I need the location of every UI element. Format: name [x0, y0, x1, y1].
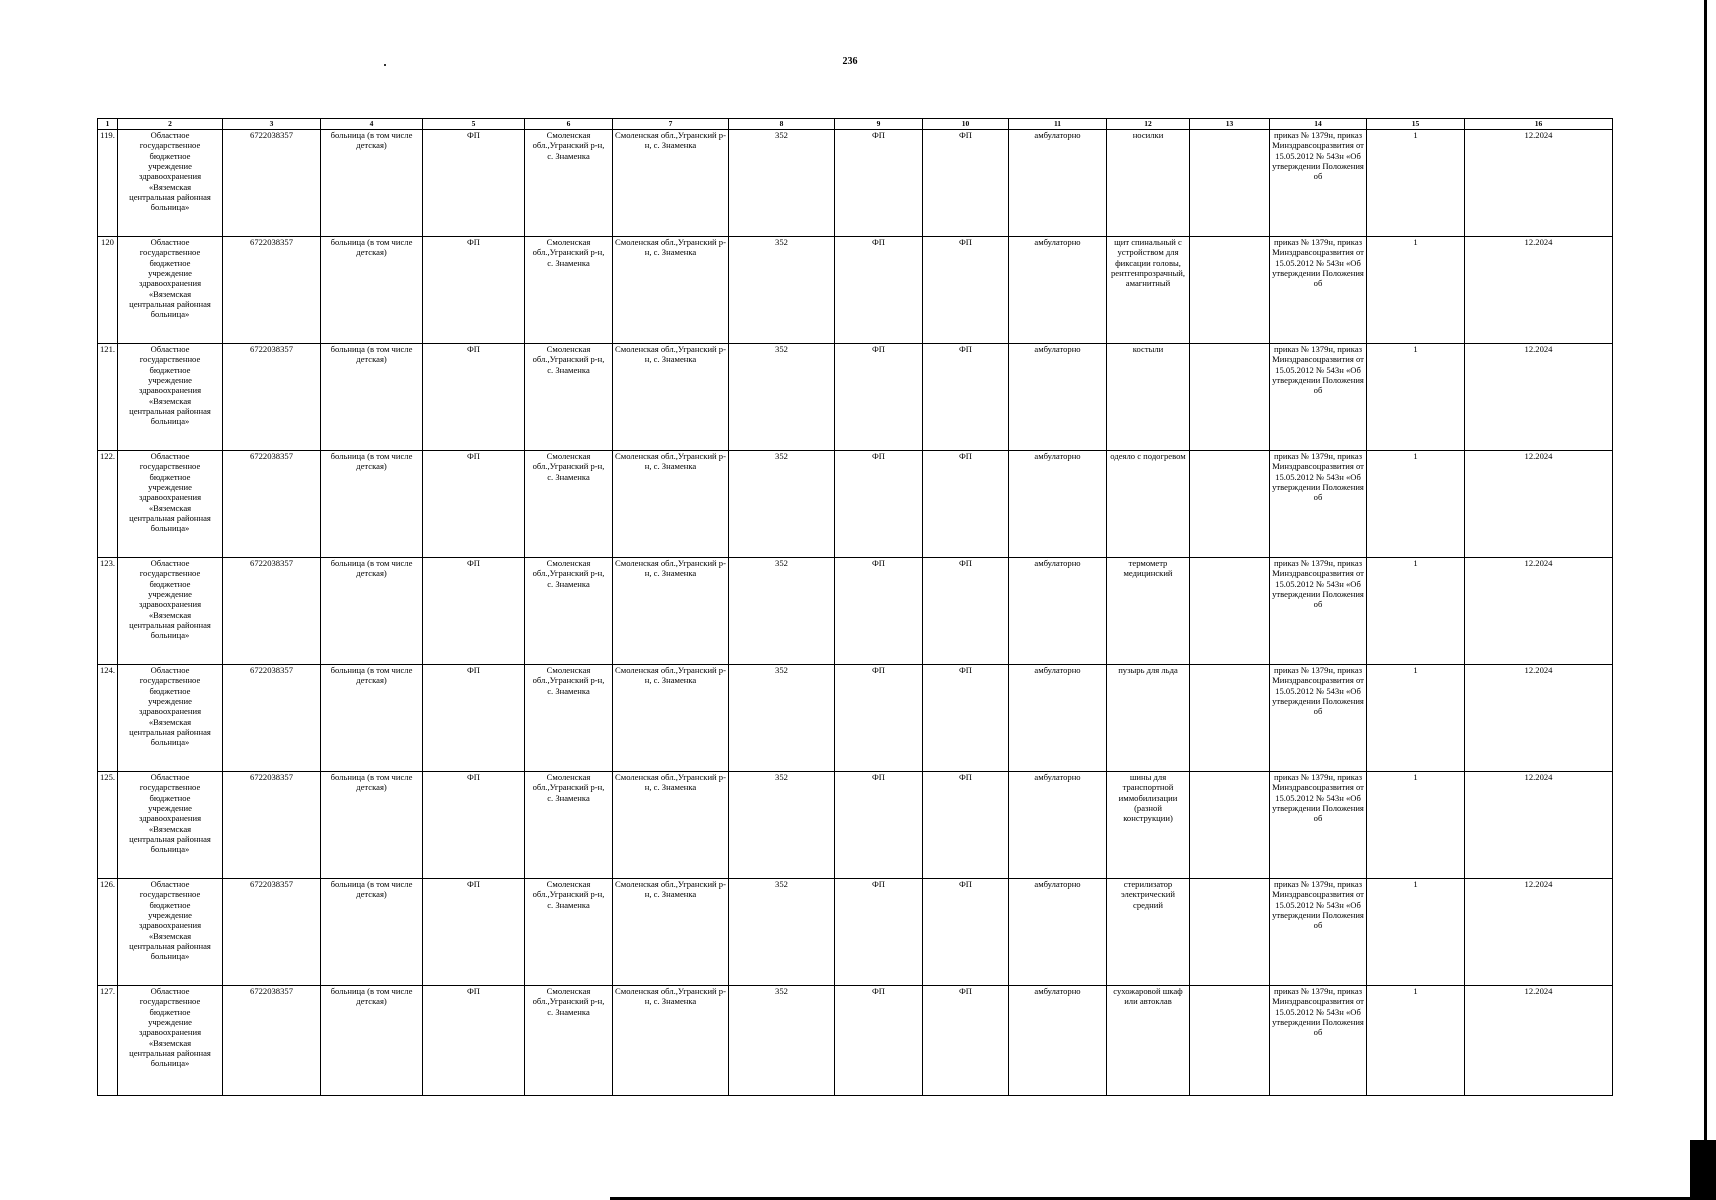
- column-header: 12: [1107, 119, 1190, 130]
- equipment-cell: термометр медицинский: [1107, 558, 1190, 665]
- organization-cell: Областное государственное бюджетное учреждение здравоохранения «Вяземская центральная районная больница»: [118, 772, 223, 879]
- empty-cell: [1190, 665, 1270, 772]
- unit-type-cell: ФП: [835, 665, 923, 772]
- quantity-cell: 1: [1367, 665, 1465, 772]
- quantity-cell: 1: [1367, 237, 1465, 344]
- location-cell: Смоленская обл.,Угранский р-н, с. Знаменка: [613, 665, 729, 772]
- unit-type-cell: ФП: [923, 879, 1009, 986]
- order-reference-cell: приказ № 1379н, приказ Минздравсоцразвития от 15.05.2012 № 543н «Об утверждении Положения об: [1270, 344, 1367, 451]
- order-reference-cell: приказ № 1379н, приказ Минздравсоцразвития от 15.05.2012 № 543н «Об утверждении Положения об: [1270, 986, 1367, 1096]
- address-cell: Смоленская обл.,Угранский р-н, с. Знаменка: [525, 665, 613, 772]
- inn-cell: 6722038357: [223, 558, 321, 665]
- order-reference-cell: приказ № 1379н, приказ Минздравсоцразвития от 15.05.2012 № 543н «Об утверждении Положения об: [1270, 237, 1367, 344]
- column-header: 10: [923, 119, 1009, 130]
- page-number: 236: [842, 56, 858, 67]
- empty-cell: [1190, 130, 1270, 237]
- code-cell: 352: [729, 558, 835, 665]
- unit-type-cell: ФП: [835, 879, 923, 986]
- code-cell: 352: [729, 130, 835, 237]
- care-mode-cell: амбулаторно: [1009, 772, 1107, 879]
- unit-type-cell: ФП: [423, 344, 525, 451]
- column-header: 9: [835, 119, 923, 130]
- unit-type-cell: ФП: [423, 558, 525, 665]
- empty-cell: [1190, 451, 1270, 558]
- column-header: 6: [525, 119, 613, 130]
- organization-cell: Областное государственное бюджетное учреждение здравоохранения «Вяземская центральная районная больница»: [118, 879, 223, 986]
- header-row: [98, 119, 1613, 130]
- organization-cell: Областное государственное бюджетное учреждение здравоохранения «Вяземская центральная районная больница»: [118, 665, 223, 772]
- table-row: [98, 130, 1613, 237]
- equipment-cell: костыли: [1107, 344, 1190, 451]
- address-cell: Смоленская обл.,Угранский р-н, с. Знаменка: [525, 986, 613, 1096]
- location-cell: Смоленская обл.,Угранский р-н, с. Знаменка: [613, 130, 729, 237]
- code-cell: 352: [729, 451, 835, 558]
- unit-type-cell: ФП: [923, 772, 1009, 879]
- unit-type-cell: ФП: [923, 344, 1009, 451]
- unit-type-cell: ФП: [835, 558, 923, 665]
- quantity-cell: 1: [1367, 451, 1465, 558]
- column-header: 1: [98, 119, 118, 130]
- facility-type-cell: больница (в том числе детская): [321, 772, 423, 879]
- address-cell: Смоленская обл.,Угранский р-н, с. Знаменка: [525, 344, 613, 451]
- table-row: [98, 772, 1613, 879]
- table-row: [98, 451, 1613, 558]
- order-reference-cell: приказ № 1379н, приказ Минздравсоцразвития от 15.05.2012 № 543н «Об утверждении Положения об: [1270, 130, 1367, 237]
- code-cell: 352: [729, 772, 835, 879]
- row-number-cell: 124.: [98, 665, 118, 772]
- equipment-cell: пузырь для льда: [1107, 665, 1190, 772]
- column-header: 4: [321, 119, 423, 130]
- unit-type-cell: ФП: [835, 344, 923, 451]
- care-mode-cell: амбулаторно: [1009, 237, 1107, 344]
- address-cell: Смоленская обл.,Угранский р-н, с. Знаменка: [525, 130, 613, 237]
- table-row: [98, 558, 1613, 665]
- location-cell: Смоленская обл.,Угранский р-н, с. Знаменка: [613, 451, 729, 558]
- empty-cell: [1190, 772, 1270, 879]
- column-header: 2: [118, 119, 223, 130]
- location-cell: Смоленская обл.,Угранский р-н, с. Знаменка: [613, 344, 729, 451]
- address-cell: Смоленская обл.,Угранский р-н, с. Знаменка: [525, 237, 613, 344]
- unit-type-cell: ФП: [835, 772, 923, 879]
- inn-cell: 6722038357: [223, 130, 321, 237]
- organization-cell: Областное государственное бюджетное учреждение здравоохранения «Вяземская центральная районная больница»: [118, 451, 223, 558]
- date-cell: 12.2024: [1465, 558, 1613, 665]
- scan-edge-corner: [1690, 1140, 1716, 1200]
- equipment-cell: шины для транспортной иммобилизации (разной конструкции): [1107, 772, 1190, 879]
- location-cell: Смоленская обл.,Угранский р-н, с. Знаменка: [613, 237, 729, 344]
- care-mode-cell: амбулаторно: [1009, 130, 1107, 237]
- facility-type-cell: больница (в том числе детская): [321, 237, 423, 344]
- unit-type-cell: ФП: [923, 665, 1009, 772]
- date-cell: 12.2024: [1465, 451, 1613, 558]
- inn-cell: 6722038357: [223, 879, 321, 986]
- unit-type-cell: ФП: [423, 237, 525, 344]
- column-header: 8: [729, 119, 835, 130]
- quantity-cell: 1: [1367, 344, 1465, 451]
- unit-type-cell: ФП: [923, 130, 1009, 237]
- unit-type-cell: ФП: [423, 451, 525, 558]
- unit-type-cell: ФП: [423, 772, 525, 879]
- row-number-cell: 119.: [98, 130, 118, 237]
- order-reference-cell: приказ № 1379н, приказ Минздравсоцразвития от 15.05.2012 № 543н «Об утверждении Положения об: [1270, 558, 1367, 665]
- unit-type-cell: ФП: [923, 237, 1009, 344]
- date-cell: 12.2024: [1465, 130, 1613, 237]
- code-cell: 352: [729, 986, 835, 1096]
- inn-cell: 6722038357: [223, 451, 321, 558]
- code-cell: 352: [729, 344, 835, 451]
- date-cell: 12.2024: [1465, 879, 1613, 986]
- date-cell: 12.2024: [1465, 772, 1613, 879]
- code-cell: 352: [729, 879, 835, 986]
- facility-type-cell: больница (в том числе детская): [321, 879, 423, 986]
- organization-cell: Областное государственное бюджетное учреждение здравоохранения «Вяземская центральная районная больница»: [118, 237, 223, 344]
- care-mode-cell: амбулаторно: [1009, 558, 1107, 665]
- row-number-cell: 123.: [98, 558, 118, 665]
- unit-type-cell: ФП: [923, 451, 1009, 558]
- date-cell: 12.2024: [1465, 986, 1613, 1096]
- equipment-cell: носилки: [1107, 130, 1190, 237]
- table-row: [98, 879, 1613, 986]
- row-number-cell: 125.: [98, 772, 118, 879]
- facility-type-cell: больница (в том числе детская): [321, 665, 423, 772]
- column-header: 14: [1270, 119, 1367, 130]
- equipment-cell: сухожаровой шкаф или автоклав: [1107, 986, 1190, 1096]
- equipment-cell: стерилизатор электрический средний: [1107, 879, 1190, 986]
- quantity-cell: 1: [1367, 772, 1465, 879]
- empty-cell: [1190, 986, 1270, 1096]
- order-reference-cell: приказ № 1379н, приказ Минздравсоцразвития от 15.05.2012 № 543н «Об утверждении Положения об: [1270, 665, 1367, 772]
- order-reference-cell: приказ № 1379н, приказ Минздравсоцразвития от 15.05.2012 № 543н «Об утверждении Положения об: [1270, 772, 1367, 879]
- location-cell: Смоленская обл.,Угранский р-н, с. Знаменка: [613, 986, 729, 1096]
- empty-cell: [1190, 237, 1270, 344]
- inn-cell: 6722038357: [223, 772, 321, 879]
- quantity-cell: 1: [1367, 558, 1465, 665]
- facility-type-cell: больница (в том числе детская): [321, 986, 423, 1096]
- empty-cell: [1190, 879, 1270, 986]
- column-header: 11: [1009, 119, 1107, 130]
- row-number-cell: 121.: [98, 344, 118, 451]
- location-cell: Смоленская обл.,Угранский р-н, с. Знаменка: [613, 772, 729, 879]
- organization-cell: Областное государственное бюджетное учреждение здравоохранения «Вяземская центральная районная больница»: [118, 344, 223, 451]
- care-mode-cell: амбулаторно: [1009, 451, 1107, 558]
- facility-type-cell: больница (в том числе детская): [321, 344, 423, 451]
- column-header: 3: [223, 119, 321, 130]
- equipment-cell: щит спинальный с устройством для фиксации головы, рентгенпрозрачный, амагнитный: [1107, 237, 1190, 344]
- facility-type-cell: больница (в том числе детская): [321, 558, 423, 665]
- unit-type-cell: ФП: [923, 986, 1009, 1096]
- table-row: [98, 237, 1613, 344]
- quantity-cell: 1: [1367, 986, 1465, 1096]
- organization-cell: Областное государственное бюджетное учреждение здравоохранения «Вяземская центральная районная больница»: [118, 558, 223, 665]
- unit-type-cell: ФП: [835, 986, 923, 1096]
- location-cell: Смоленская обл.,Угранский р-н, с. Знаменка: [613, 558, 729, 665]
- scan-speck: [384, 64, 386, 66]
- unit-type-cell: ФП: [423, 986, 525, 1096]
- row-number-cell: 120: [98, 237, 118, 344]
- column-header: 13: [1190, 119, 1270, 130]
- equipment-cell: одеяло с подогревом: [1107, 451, 1190, 558]
- care-mode-cell: амбулаторно: [1009, 986, 1107, 1096]
- table-row: [98, 665, 1613, 772]
- inn-cell: 6722038357: [223, 344, 321, 451]
- unit-type-cell: ФП: [423, 130, 525, 237]
- inn-cell: 6722038357: [223, 665, 321, 772]
- address-cell: Смоленская обл.,Угранский р-н, с. Знаменка: [525, 451, 613, 558]
- column-header: 7: [613, 119, 729, 130]
- care-mode-cell: амбулаторно: [1009, 344, 1107, 451]
- date-cell: 12.2024: [1465, 344, 1613, 451]
- organization-cell: Областное государственное бюджетное учреждение здравоохранения «Вяземская центральная районная больница»: [118, 130, 223, 237]
- row-number-cell: 122.: [98, 451, 118, 558]
- column-header: 15: [1367, 119, 1465, 130]
- table-row: [98, 986, 1613, 1096]
- code-cell: 352: [729, 665, 835, 772]
- unit-type-cell: ФП: [835, 451, 923, 558]
- care-mode-cell: амбулаторно: [1009, 665, 1107, 772]
- date-cell: 12.2024: [1465, 237, 1613, 344]
- unit-type-cell: ФП: [423, 879, 525, 986]
- location-cell: Смоленская обл.,Угранский р-н, с. Знаменка: [613, 879, 729, 986]
- address-cell: Смоленская обл.,Угранский р-н, с. Знаменка: [525, 879, 613, 986]
- organization-cell: Областное государственное бюджетное учреждение здравоохранения «Вяземская центральная районная больница»: [118, 986, 223, 1096]
- table-row: [98, 344, 1613, 451]
- code-cell: 352: [729, 237, 835, 344]
- quantity-cell: 1: [1367, 130, 1465, 237]
- facility-type-cell: больница (в том числе детская): [321, 451, 423, 558]
- inn-cell: 6722038357: [223, 237, 321, 344]
- unit-type-cell: ФП: [835, 130, 923, 237]
- facility-type-cell: больница (в том числе детская): [321, 130, 423, 237]
- unit-type-cell: ФП: [835, 237, 923, 344]
- unit-type-cell: ФП: [923, 558, 1009, 665]
- empty-cell: [1190, 558, 1270, 665]
- table-body: [98, 130, 1613, 1096]
- quantity-cell: 1: [1367, 879, 1465, 986]
- order-reference-cell: приказ № 1379н, приказ Минздравсоцразвития от 15.05.2012 № 543н «Об утверждении Положения об: [1270, 451, 1367, 558]
- empty-cell: [1190, 344, 1270, 451]
- row-number-cell: 126.: [98, 879, 118, 986]
- care-mode-cell: амбулаторно: [1009, 879, 1107, 986]
- unit-type-cell: ФП: [423, 665, 525, 772]
- order-reference-cell: приказ № 1379н, приказ Минздравсоцразвития от 15.05.2012 № 543н «Об утверждении Положения об: [1270, 879, 1367, 986]
- address-cell: Смоленская обл.,Угранский р-н, с. Знаменка: [525, 558, 613, 665]
- address-cell: Смоленская обл.,Угранский р-н, с. Знаменка: [525, 772, 613, 879]
- column-header: 16: [1465, 119, 1613, 130]
- inn-cell: 6722038357: [223, 986, 321, 1096]
- row-number-cell: 127.: [98, 986, 118, 1096]
- registry-table: [97, 118, 1613, 1096]
- column-header: 5: [423, 119, 525, 130]
- scan-edge-right: [1704, 0, 1707, 1200]
- date-cell: 12.2024: [1465, 665, 1613, 772]
